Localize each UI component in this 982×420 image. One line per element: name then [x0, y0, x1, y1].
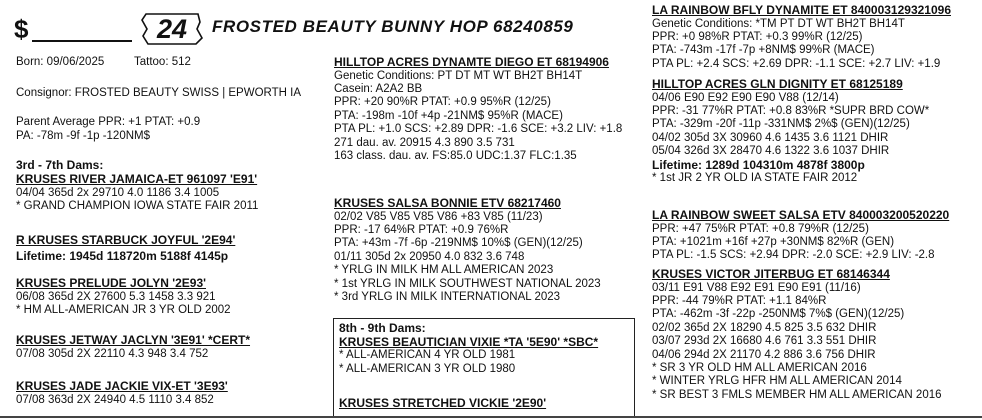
- dam-entry: [16, 173, 258, 213]
- dams-8-9-heading: 8th - 9th Dams:: [339, 321, 426, 335]
- dam-dam-ppr: PPR: -44 79%R PTAT: +1.1 84%R: [652, 295, 827, 307]
- sire-dam-award: * 1st JR 2 YR OLD IA STATE FAIR 2012: [652, 172, 858, 185]
- dam-name: KRUSES BEAUTICIAN VIXIE *TA '5E90' *SBC*: [339, 334, 599, 349]
- sire-ppr: PPR: +20 90%R PTAT: +0.9 95%R (12/25): [334, 96, 551, 109]
- dam-sire-pta-pl: PTA PL: -1.5 SCS: +2.94 DPR: -2.0 SCE: +2.9 LIV: -2.8: [652, 249, 935, 262]
- sire-dam-pta: PTA: -329m -20f -11p -331NM$ 2%$ (GEN)(12/25): [652, 118, 910, 131]
- dam-entry: [16, 277, 231, 317]
- sire-casein: Casein: A2A2 BB: [334, 83, 423, 95]
- sire-dam-ppr: PPR: -31 77%R PTAT: +0.8 83%R *SUPR BRD COW*: [652, 105, 930, 117]
- dam-award: * GRAND CHAMPION IOWA STATE FAIR 2011: [16, 200, 259, 212]
- dam-name: KRUSES SALSA BONNIE ETV 68217460: [334, 196, 561, 210]
- dams-8-9-block: [339, 322, 598, 376]
- price-dollar-sign: $: [14, 14, 29, 44]
- dam-dam-record: 04/06 294d 2X 21170 4.2 886 3.6 756 DHIR: [652, 348, 876, 361]
- dam-award: * HM ALL-AMERICAN JR 3 YR OLD 2002: [16, 304, 231, 316]
- sire-pta: PTA: -198m -10f +4p -21NM$ 95%R (MACE): [334, 109, 563, 122]
- dam-record: 06/08 365d 2X 27600 5.3 1458 3.3 921: [16, 290, 216, 303]
- dam-dam-award: * WINTER YRLG HFR HM ALL AMERICAN 2014: [652, 375, 902, 388]
- sire-dam-name: HILLTOP ACRES GLN DIGNITY ET 68125189: [652, 77, 903, 91]
- dam-name: KRUSES STRETCHED VICKIE '2E90': [339, 396, 547, 410]
- sire-sire-pta: PTA: -743m -17f -7p +8NM$ 99%R (MACE): [652, 44, 875, 57]
- dam-entry: [16, 380, 228, 407]
- sire-sire-ppr: PPR: +0 98%R PTAT: +0.3 99%R (12/25): [652, 31, 863, 43]
- dams-3-7-heading: 3rd - 7th Dams:: [16, 158, 104, 172]
- sire-sire-genetic-conditions: Genetic Conditions: *TM PT DT WT BH2T BH14T: [652, 17, 905, 30]
- dam-dam-classification: 03/11 E91 V88 E92 E91 E90 E91 (11/16): [652, 281, 861, 294]
- dam-award: * 1st YRLG IN MILK SOUTHWEST NATIONAL 2023: [334, 277, 601, 290]
- sire-name: HILLTOP ACRES DYNAMTE DIEGO ET 68194906: [334, 55, 609, 69]
- sire-pta-pl: PTA PL: +1.0 SCS: +2.89 DPR: -1.6 SCE: +3.2 LIV: +1.8: [334, 123, 623, 136]
- dam-sire-pta: PTA: +1021m +16f +27p +30NM$ 82%R (GEN): [652, 236, 895, 248]
- dam-record: 04/04 365d 2x 29710 4.0 1186 3.4 1005: [16, 186, 220, 199]
- dam-ppr: PPR: -17 64%R PTAT: +0.9 76%R: [334, 224, 509, 236]
- tattoo: Tattoo: 512: [134, 56, 191, 68]
- sire-classified-daughters: 163 class. dau. av. FS:85.0 UDC:1.37 FLC:1.35: [334, 150, 577, 163]
- dam-award: * 3rd YRLG IN MILK INTERNATIONAL 2023: [334, 291, 561, 304]
- born-date: Born: 09/06/2025: [16, 56, 105, 68]
- dam-dam-pta: PTA: -462m -3f -22p -250NM$ 7%$ (GEN)(12/25): [652, 308, 905, 321]
- dam-record: 01/11 305d 2x 20950 4.0 832 3.6 748: [334, 250, 525, 263]
- dam-record: 07/08 305d 2X 22110 4.3 948 3.4 752: [16, 347, 209, 360]
- sire-sire-pta-pl: PTA PL: +2.4 SCS: +2.69 DPR: -1.1 SCE: +2.7 LIV: +1.9: [652, 57, 941, 70]
- parent-average-pa: PA: -78m -9f -1p -120NM$: [16, 130, 151, 142]
- sire-sire-block: [652, 4, 951, 71]
- dam-sire-block: [652, 209, 949, 263]
- lot-number: 24: [156, 14, 188, 44]
- dam-classification: 02/02 V85 V85 V85 V86 +83 V85 (11/23): [334, 210, 543, 223]
- dam-dam-award: * SR BEST 3 FMLS MEMBER HM ALL AMERICAN 2016: [652, 388, 942, 401]
- dam-dam-record: 02/02 365d 2X 18290 4.5 825 3.5 632 DHIR: [652, 321, 877, 334]
- dam-name: KRUSES JADE JACKIE VIX-ET '3E93': [16, 379, 228, 393]
- dam-sire-name: LA RAINBOW SWEET SALSA ETV 840003200520220: [652, 208, 950, 222]
- consignor: Consignor: FROSTED BEAUTY SWISS | EPWORTH IA: [16, 87, 302, 99]
- dam-entry: [16, 334, 250, 361]
- sire-block: [334, 56, 622, 163]
- dam-block: [334, 197, 601, 304]
- dam-sire-ppr: PPR: +47 75%R PTAT: +0.8 79%R (12/25): [652, 222, 869, 235]
- dam-award: * ALL-AMERICAN 4 YR OLD 1981: [339, 349, 516, 362]
- dam-dam-block: [652, 268, 942, 402]
- dam-award: * YRLG IN MILK HM ALL AMERICAN 2023: [334, 264, 554, 277]
- dam-name: KRUSES RIVER JAMAICA-ET 961097 'E91': [16, 172, 258, 186]
- dam-name: KRUSES JETWAY JACLYN '3E91' *CERT*: [16, 333, 251, 347]
- dam-pta: PTA: +43m -7f -6p -219NM$ 10%$ (GEN)(12/25): [334, 237, 583, 250]
- dam-name: R KRUSES STARBUCK JOYFUL '2E94': [16, 233, 236, 247]
- parent-average-ppr: Parent Average PPR: +1 PTAT: +0.9: [16, 116, 201, 128]
- sire-sire-name: LA RAINBOW BFLY DYNAMITE ET 840003129321096: [652, 3, 951, 17]
- dam-lifetime: Lifetime: 1945d 118720m 5188f 4145p: [16, 248, 229, 263]
- sire-dam-record: 04/02 305d 3X 30960 4.6 1435 3.6 1121 DHIR: [652, 131, 889, 144]
- dam-dam-name: KRUSES VICTOR JITERBUG ET 68146344: [652, 267, 890, 281]
- dam-dam-award: * SR 3 YR OLD HM ALL AMERICAN 2016: [652, 362, 867, 375]
- bottom-divider: [0, 416, 982, 418]
- price-blank-line: [32, 40, 132, 42]
- dam-name: KRUSES PRELUDE JOLYN '2E93': [16, 276, 206, 290]
- sire-genetic-conditions: Genetic Conditions: PT DT MT WT BH2T BH14T: [334, 69, 583, 82]
- sire-dam-lifetime: Lifetime: 1289d 104310m 4878f 3800p: [652, 157, 865, 172]
- sire-dam-record: 05/04 326d 3X 28470 4.6 1322 3.6 1037 DHIR: [652, 145, 890, 158]
- sire-dam-block: [652, 78, 929, 186]
- dam-entry: [16, 234, 235, 263]
- dam-award: * ALL-AMERICAN 3 YR OLD 1980: [339, 362, 516, 375]
- animal-title: FROSTED BEAUTY BUNNY HOP 68240859: [212, 17, 574, 36]
- sire-dam-classification: 04/06 E90 E92 E90 E90 V88 (12/14): [652, 91, 839, 104]
- sire-daughter-average: 271 dau. av. 20915 4.3 890 3.5 731: [334, 136, 515, 149]
- dam-record: 07/08 363d 2X 24940 4.5 1110 3.4 852: [16, 393, 214, 406]
- dam-dam-record: 03/07 293d 2X 16680 4.6 761 3.3 551 DHIR: [652, 335, 877, 348]
